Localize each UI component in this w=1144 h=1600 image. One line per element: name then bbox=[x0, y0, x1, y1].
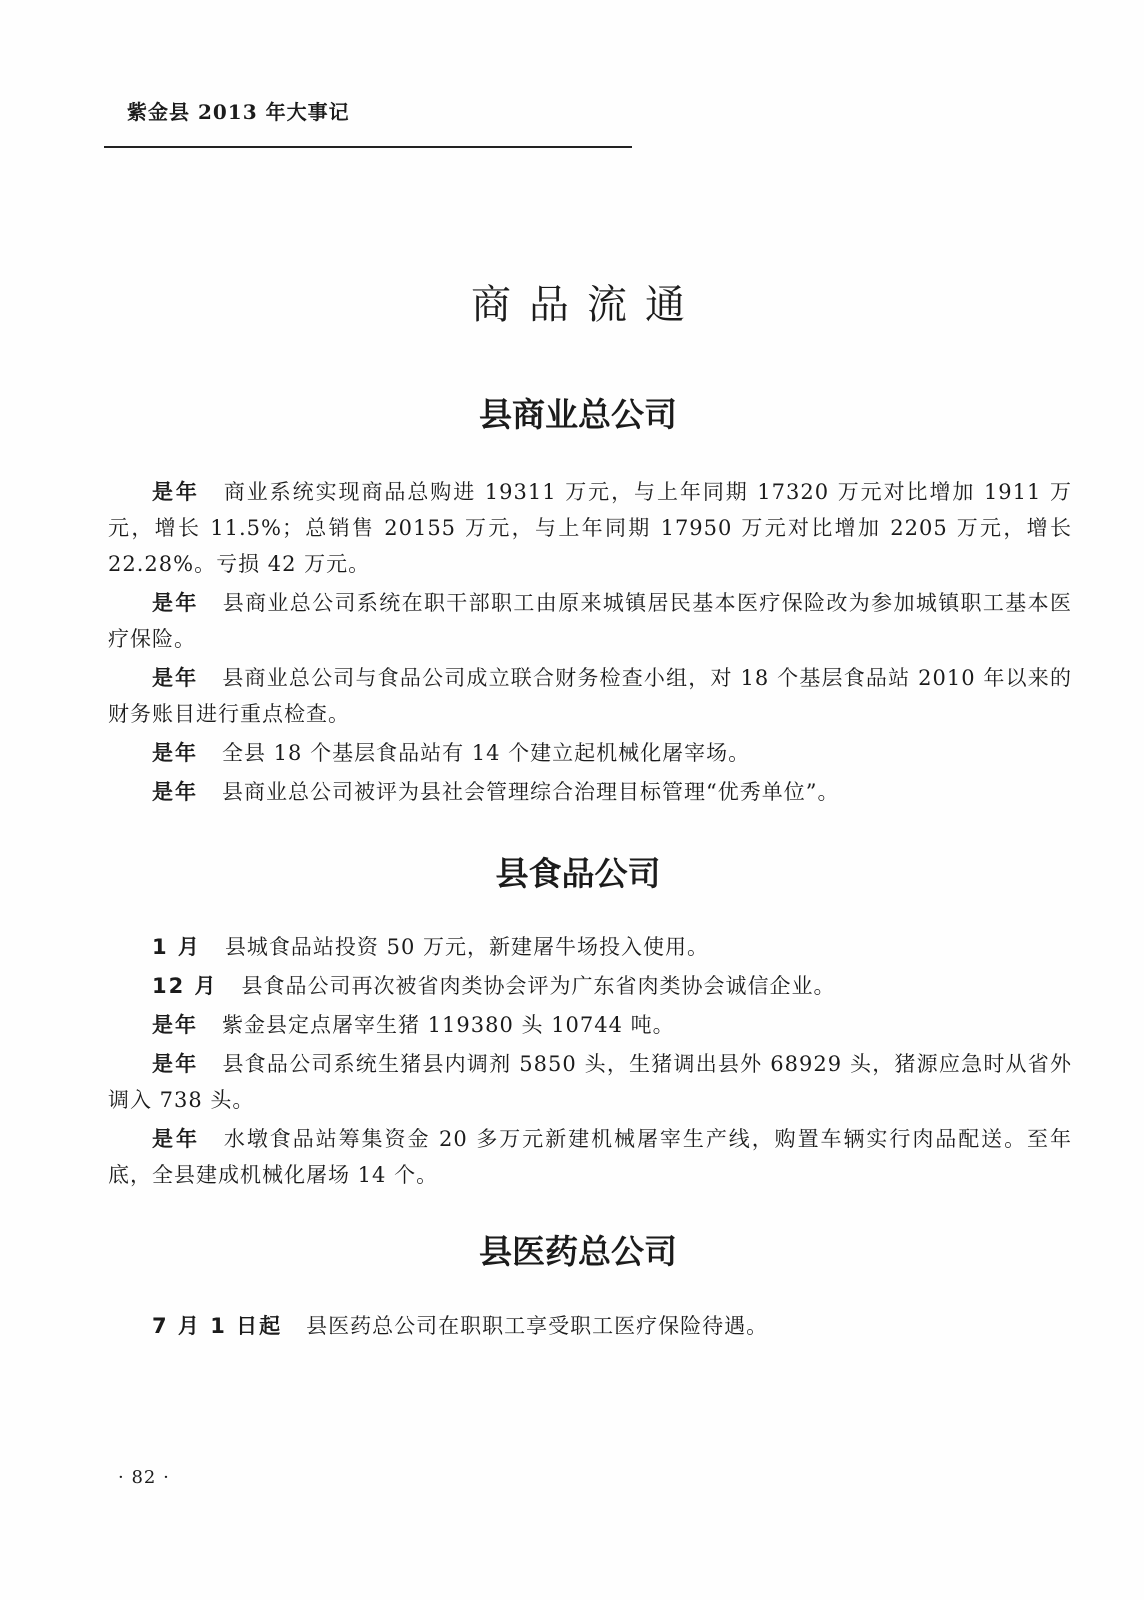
running-header: 紫金县 2013 年大事记 bbox=[127, 100, 350, 124]
entry-list bbox=[108, 929, 1072, 1193]
entry-text: 县城食品站投资 50 万元，新建屠牛场投入使用。 bbox=[224, 935, 710, 959]
entry bbox=[108, 968, 1072, 1004]
entry-date-label: 是年 bbox=[152, 1052, 199, 1076]
section-heading: 县医药总公司 bbox=[479, 1232, 677, 1271]
entry-date-label: 是年 bbox=[152, 780, 198, 804]
section-heading: 县商业总公司 bbox=[479, 395, 677, 434]
entry-text: 商业系统实现商品总购进 19311 万元，与上年同期 17320 万元对比增加 1911 万元，增长 11.5%；总销售 20155 万元，与上年同期 17950 万元对比增加 2205 万元，增长 22.28%。亏损 42 万元。 bbox=[108, 480, 1072, 576]
entry bbox=[108, 1007, 1072, 1043]
entry-date-label: 1 月 bbox=[152, 935, 201, 959]
section-pharma-company bbox=[108, 1232, 1072, 1344]
entry-list bbox=[108, 1308, 1072, 1344]
entry bbox=[108, 474, 1072, 582]
content-column bbox=[108, 283, 1072, 1344]
entry bbox=[108, 1046, 1072, 1118]
entry-date-label: 是年 bbox=[152, 741, 198, 765]
entry-date-label: 是年 bbox=[152, 1013, 198, 1037]
entry bbox=[108, 929, 1072, 965]
entry bbox=[108, 1121, 1072, 1193]
section-heading: 县食品公司 bbox=[495, 854, 661, 893]
entry-text: 县食品公司系统生猪县内调剂 5850 头，生猪调出县外 68929 头，猪源应急时从省外调入 738 头。 bbox=[108, 1052, 1072, 1112]
entry-date-label: 是年 bbox=[152, 591, 199, 615]
chapter-title: 商品流通 bbox=[471, 282, 703, 328]
entry-date-label: 7 月 1 日起 bbox=[152, 1314, 283, 1338]
entry bbox=[108, 660, 1072, 732]
entry-text: 水墩食品站筹集资金 20 多万元新建机械屠宰生产线，购置车辆实行肉品配送。至年底，全县建成机械化屠场 14 个。 bbox=[108, 1127, 1072, 1187]
entry-text: 县商业总公司与食品公司成立联合财务检查小组，对 18 个基层食品站 2010 年以来的财务账目进行重点检查。 bbox=[108, 666, 1072, 726]
entry-text: 县食品公司再次被省肉类协会评为广东省肉类协会诚信企业。 bbox=[241, 974, 836, 998]
entry-date-label: 是年 bbox=[152, 666, 199, 690]
entry-date-label: 是年 bbox=[152, 480, 200, 504]
section-food-company bbox=[108, 854, 1072, 1193]
header-rule bbox=[104, 146, 632, 148]
entry-list bbox=[108, 474, 1072, 810]
entry-text: 全县 18 个基层食品站有 14 个建立起机械化屠宰场。 bbox=[222, 741, 751, 765]
entry bbox=[108, 774, 1072, 810]
entry-text: 县商业总公司系统在职干部职工由原来城镇居民基本医疗保险改为参加城镇职工基本医疗保险。 bbox=[108, 591, 1072, 651]
entry-date-label: 是年 bbox=[152, 1127, 200, 1151]
entry bbox=[108, 1308, 1072, 1344]
page-number: · 82 · bbox=[118, 1467, 170, 1488]
entry-date-label: 12 月 bbox=[152, 974, 218, 998]
section-commerce-company bbox=[108, 395, 1072, 810]
entry-text: 县商业总公司被评为县社会管理综合治理目标管理“优秀单位”。 bbox=[222, 780, 840, 804]
entry-text: 县医药总公司在职职工享受职工医疗保险待遇。 bbox=[306, 1314, 769, 1338]
entry bbox=[108, 735, 1072, 771]
entry-text: 紫金县定点屠宰生猪 119380 头 10744 吨。 bbox=[222, 1013, 675, 1037]
entry bbox=[108, 585, 1072, 657]
